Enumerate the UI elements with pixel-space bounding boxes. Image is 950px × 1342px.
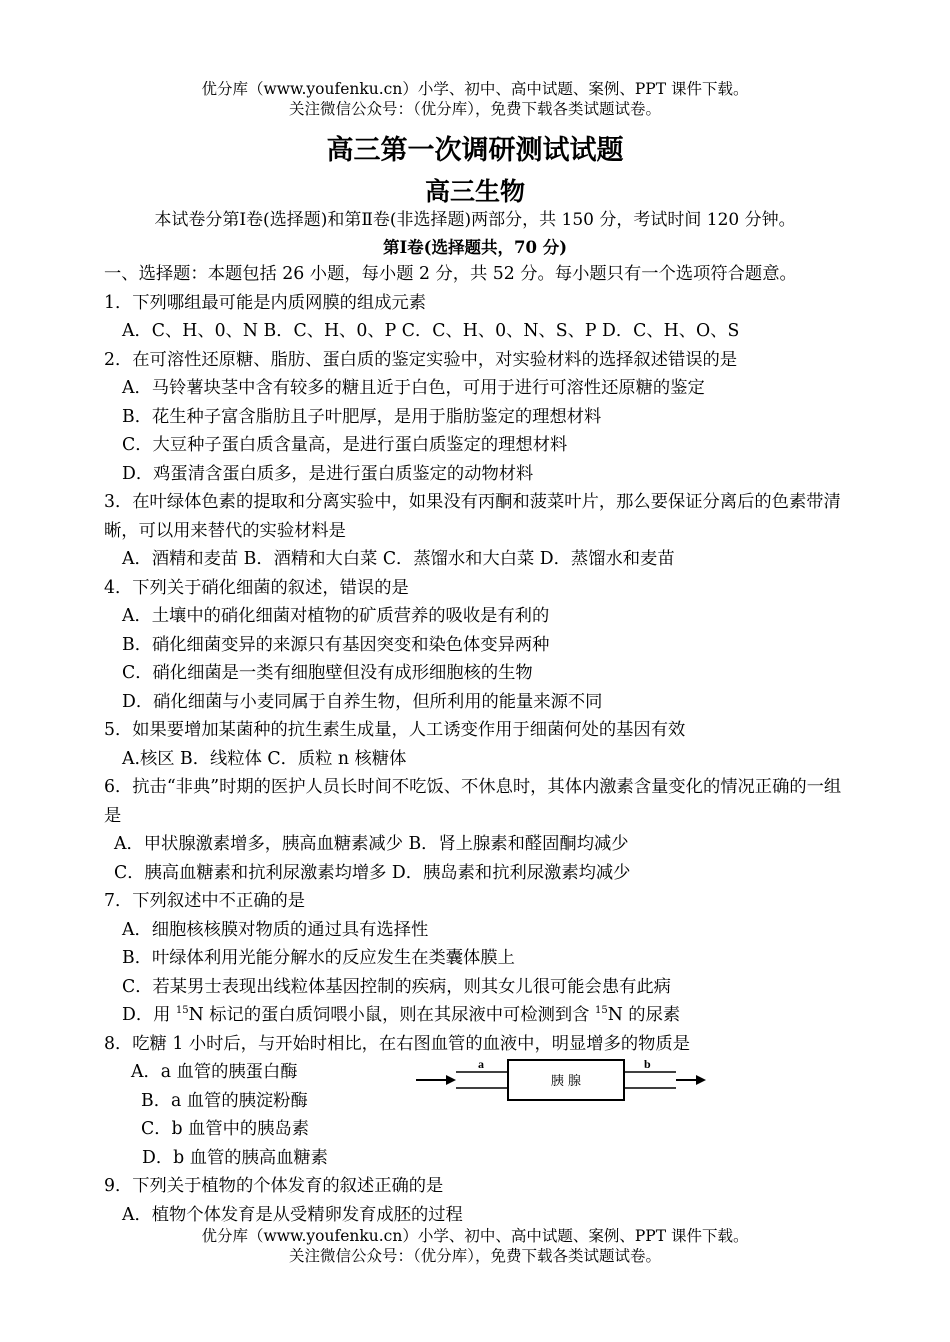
q5-stem: 5．如果要增加某菌种的抗生素生成量，人工诱变作用于细菌何处的基因有效 [104,720,686,740]
q6-options-cd: C．胰高血糖素和抗利尿激素均增多 D．胰岛素和抗利尿激素均减少 [114,862,631,883]
pancreas-diagram [414,1055,710,1107]
q2-option-d: D．鸡蛋清含蛋白质多，是进行蛋白质鉴定的动物材料 [122,463,534,484]
q2-stem: 2．在可溶性还原糖、脂肪、蛋白质的鉴定实验中，对实验材料的选择叙述错误的是 [104,349,738,370]
q7-d-sup-2: 15 [594,1005,608,1017]
q6-options-ab: A．甲状腺激素增多，胰高血糖素减少 B．肾上腺素和醛固酮均减少 [114,834,629,854]
header-line-2: 关注微信公众号：（优分库），免费下载各类试题试卷。 [288,100,661,118]
q9-option-a: A．植物个体发育是从受精卵发育成胚的过程 [122,1204,463,1225]
q4-option-b: B．硝化细菌变异的来源只有基因突变和染色体变异两种 [122,634,550,655]
q7-option-c: C．若某男士表现出线粒体基因控制的疾病，则其女儿很可能会患有此病 [122,976,671,997]
q7-option-a: A．细胞核核膜对物质的通过具有选择性 [122,919,429,940]
q8-option-b: B．a 血管的胰淀粉酶 [141,1090,308,1111]
q4-option-c: C．硝化细菌是一类有细胞壁但没有成形细胞核的生物 [122,663,533,683]
footer-line-1: 优分库（www.youfenku.cn）小学、初中、高中试题、案例、PPT 课件下载。 [201,1227,749,1245]
exam-subtitle: 高三生物 [424,177,525,206]
exam-intro: 本试卷分第Ⅰ卷(选择题)和第Ⅱ卷(非选择题)两部分，共 150 分，考试时间 120 分钟。 [154,210,796,230]
q7-d-sup-1: 15 [175,1005,189,1017]
q7-d-mid: N 标记的蛋白质饲喂小鼠，则在其尿液中可检测到含 [188,1005,595,1025]
q7-option-b: B．叶绿体利用光能分解水的反应发生在类囊体膜上 [122,948,515,968]
q3-options: A．酒精和麦苗 B．酒精和大白菜 C．蒸馏水和大白菜 D．蒸馏水和麦苗 [122,549,675,569]
q7-d-pre: D．用 [122,1005,176,1025]
part-1-heading: 第Ⅰ卷(选择题共，70 分) [382,238,568,257]
q9-stem: 9．下列关于植物的个体发育的叙述正确的是 [104,1176,444,1196]
q7-stem: 7．下列叙述中不正确的是 [104,891,306,911]
footer-line-2: 关注微信公众号：（优分库），免费下载各类试题试卷。 [288,1247,661,1265]
q6-stem: 6．抗击“非典”时期的医护人员长时间不吃饭、不休息时，其体内激素含量变化的情况正确的一组是 [104,777,842,826]
vessel-a-label: a [478,1057,484,1071]
q7-option-d [104,1001,852,1030]
outflow-arrow-head [696,1075,706,1085]
q4-option-a: A．土壤中的硝化细菌对植物的矿质营养的吸收是有利的 [122,606,550,626]
q7-d-post: N 的尿素 [607,1005,681,1025]
q4-stem: 4．下列关于硝化细菌的叙述，错误的是 [104,577,409,598]
vessel-b-label: b [644,1057,651,1071]
pancreas-label: 胰 腺 [550,1074,582,1089]
q4-option-d: D．硝化细菌与小麦同属于自养生物，但所利用的能量来源不同 [122,691,603,712]
q5-options: A.核区 B．线粒体 C．质粒 n 核糖体 [122,748,407,769]
q3-stem: 3．在叶绿体色素的提取和分离实验中，如果没有丙酮和菠菜叶片，那么要保证分离后的色素带清晰，可以用来替代的实验材料是 [104,492,841,541]
inflow-arrow-head [446,1075,456,1085]
header-line-1: 优分库（www.youfenku.cn）小学、初中、高中试题、案例、PPT 课件下载。 [201,80,749,98]
q2-option-c: C．大豆种子蛋白质含量高，是进行蛋白质鉴定的理想材料 [122,435,568,455]
q8-option-c: C．b 血管中的胰岛素 [141,1119,310,1139]
q8-option-d: D．b 血管的胰高血糖素 [142,1147,328,1168]
q2-option-b: B．花生种子富含脂肪且子叶肥厚，是用于脂肪鉴定的理想材料 [122,406,602,427]
section-1-heading: 一、选择题：本题包括 26 小题，每小题 2 分，共 52 分。每小题只有一个选项符合题意。 [104,264,797,284]
q1-options: A．C、H、0、N B．C、H、0、P C．C、H、0、N、S、P D．C、H、O、S [122,321,740,341]
exam-title: 高三第一次调研测试试题 [326,135,624,166]
q8-option-a: A．a 血管的胰蛋白酶 [131,1062,298,1082]
q8-stem: 8．吃糖 1 小时后，与开始时相比，在右图血管的血液中，明显增多的物质是 [104,1033,690,1054]
q2-option-a: A．马铃薯块茎中含有较多的糖且近于白色，可用于进行可溶性还原糖的鉴定 [122,378,705,398]
q1-stem: 1．下列哪组最可能是内质网膜的组成元素 [104,292,427,313]
